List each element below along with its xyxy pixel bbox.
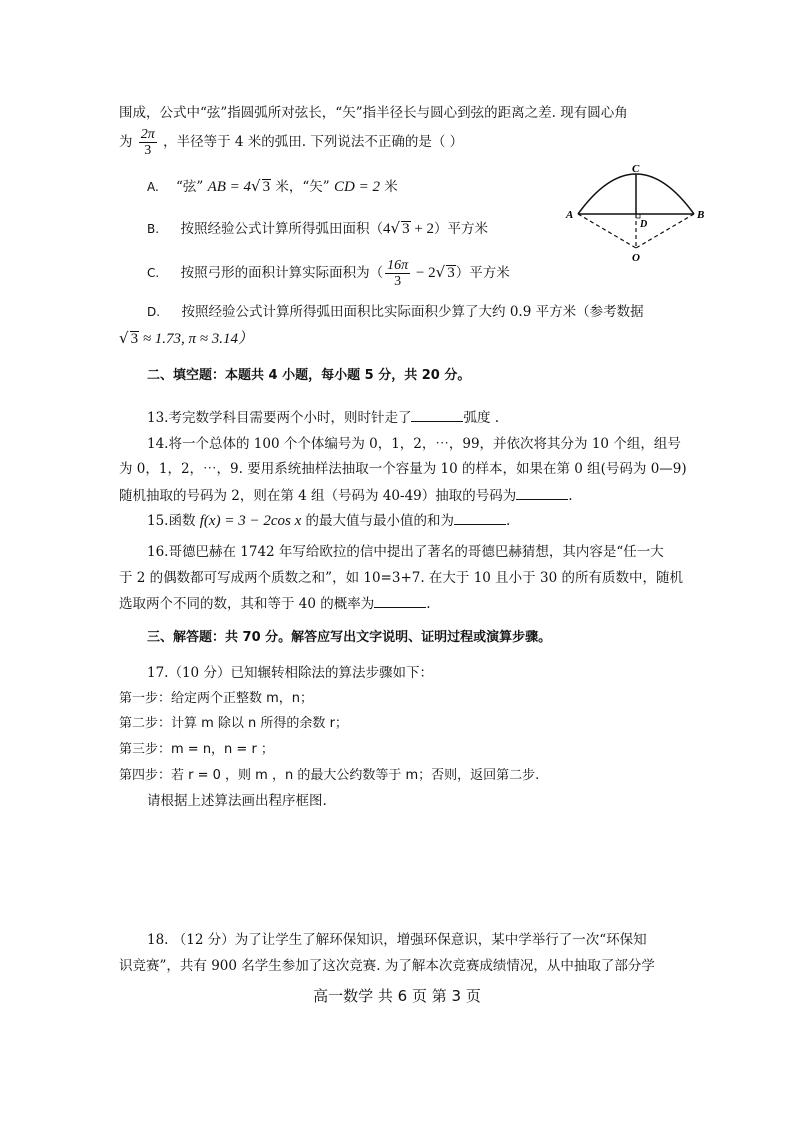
q16-answer-blank[interactable] (374, 593, 426, 608)
segment-ao (578, 214, 636, 248)
option-a-sqrt: 3 (262, 179, 271, 195)
q15-text1: 15.函数 (147, 513, 200, 529)
option-a-text3: 米 (384, 179, 398, 195)
q12-option-b (147, 218, 488, 239)
page-footer: 高一数学 共 6 页 第 3 页 (313, 987, 481, 1005)
q13 (147, 407, 499, 428)
option-a-text2: 米，“矢” (275, 179, 330, 195)
sqrt-symbol-icon: √ (435, 263, 446, 281)
q13-text2: 弧度 . (463, 410, 500, 426)
option-c-text2: ）平方米 (455, 265, 510, 281)
option-a-math2: CD = 2 (334, 179, 380, 195)
q16-line2: 于 2 的偶数都可写成两个质数之和”，如 10=3+7. 在大于 10 且小于 30 的所有质数中，随机 (119, 570, 683, 586)
sqrt-symbol-icon: √ (119, 329, 129, 347)
q15-text2: 的最大值与最小值的和为 (301, 513, 455, 529)
label-b: B (697, 209, 705, 221)
q15-answer-blank[interactable] (454, 510, 506, 525)
q17-step2: 第二步：计算 m 除以 n 所得的余数 r； (119, 716, 348, 731)
label-a: A (566, 209, 574, 221)
q13-answer-blank[interactable] (411, 407, 463, 422)
option-b-math2: + 2 (410, 221, 435, 237)
q12-intro-line1: 围成，公式中“弦”指圆弧所对弦长，“矢”指半径长与圆心到弦的距离之差. 现有圆心角 (119, 105, 628, 121)
option-a-label: A. (147, 180, 159, 194)
section2-title: 二、填空题：本题共 4 小题，每小题 5 分，共 20 分。 (147, 368, 471, 383)
q12-option-d (147, 302, 644, 322)
q18-line1: 18. （12 分）为了让学生了解环保知识，增强环保意识，某中学举行了一次“环保知 (147, 932, 647, 948)
q14-line2: 为 0，1，2，⋯，9. 要用系统抽样法抽取一个容量为 10 的样本，如果在第 0 组(号码为 0—9) (119, 461, 687, 477)
q15-end: . (506, 513, 511, 529)
q14-answer-blank[interactable] (516, 485, 568, 500)
q17-task: 请根据上述算法画出程序框图. (147, 793, 327, 809)
q14-line3-text: 随机抽取的号码为 2，则在第 4 组（号码为 40-49）抽取的号码为 (119, 488, 517, 504)
option-b-sqrt: 3 (402, 221, 410, 237)
q15 (147, 510, 510, 531)
q17-intro: 17.（10 分）已知辗转相除法的算法步骤如下： (147, 665, 433, 681)
q16-line1: 16.哥德巴赫在 1742 年写给欧拉的信中提出了著名的哥德巴赫猜想，其内容是“任一大 (147, 544, 664, 560)
option-a-math1: AB = 4 (207, 179, 252, 195)
option-d-label: D. (147, 305, 161, 319)
label-d: D (640, 219, 648, 230)
sqrt-symbol-icon: √ (251, 177, 261, 195)
option-b-label: B. (147, 222, 160, 236)
q12-angle-numerator: 2π (140, 127, 155, 142)
arc-field-diagram (560, 158, 720, 268)
option-c-frac-den: 3 (394, 274, 402, 289)
sqrt-symbol-icon: √ (390, 219, 401, 237)
q12-intro-line2 (119, 127, 463, 158)
q17-step1: 第一步：给定两个正整数 m，n； (119, 691, 314, 706)
option-d-text1: 按照经验公式计算所得弧田面积比实际面积少算了大约 0.9 平方米（参考数据 (181, 304, 644, 320)
option-c-sqrt: 3 (447, 265, 455, 281)
label-o: O (632, 252, 640, 264)
q15-function: f(x) = 3 − 2cos x (199, 513, 302, 529)
option-a-text1: “弦” (175, 179, 204, 195)
q12-option-a (147, 176, 398, 197)
q12-intro-prefix: 为 (119, 134, 133, 150)
option-c-text1: 按照弓形的面积计算实际面积为（ (180, 265, 384, 281)
option-c-frac-num: 16π (387, 258, 409, 273)
q14-line3-end: . (568, 488, 573, 504)
option-c-fraction (385, 258, 410, 289)
option-b-text1: 按照经验公式计算所得弧田面积（ (180, 221, 384, 237)
q12-intro-suffix: ，半径等于 4 米的弧田. 下列说法不正确的是（ ） (163, 134, 464, 150)
label-c: C (632, 163, 640, 175)
section3-title: 三、解答题：共 70 分。解答应写出文字说明、证明过程或演算步骤。 (147, 630, 552, 645)
q16-line3-end: . (426, 596, 431, 612)
q12-angle-denominator: 3 (144, 143, 152, 158)
q17-step3: 第三步：m = n，n = r ； (119, 742, 274, 757)
option-b-math1: 4 (383, 221, 391, 237)
q14-line3 (119, 485, 573, 506)
q12-option-c (147, 258, 510, 289)
option-c-label: C. (147, 266, 160, 280)
q13-text1: 13.考完数学科目需要两个小时，则时针走了 (147, 410, 412, 426)
option-c-math1: − 2 (412, 265, 436, 281)
q16-line3-text: 选取两个不同的数，其和等于 40 的概率为 (119, 596, 375, 612)
q16-line3 (119, 593, 431, 614)
q14-line1: 14.将一个总体的 100 个个体编号为 0，1，2，⋯，99，并依次将其分为 10 个组，组号 (147, 436, 681, 452)
option-d-sqrt: 3 (130, 331, 139, 347)
q18-line2: 识竞赛”，共有 900 名学生参加了这次竞赛. 为了解本次竞赛成绩情况，从中抽取了部分学 (119, 958, 655, 974)
q12-option-d-line2 (119, 328, 253, 349)
q12-angle-fraction (139, 127, 157, 158)
option-d-math1: ≈ 1.73, π ≈ 3.14） (139, 331, 254, 347)
q17-step4: 第四步：若 r = 0 ，则 m ，n 的最大公约数等于 m；否则，返回第二步. (119, 768, 540, 783)
option-b-text2: ）平方米 (434, 221, 489, 237)
